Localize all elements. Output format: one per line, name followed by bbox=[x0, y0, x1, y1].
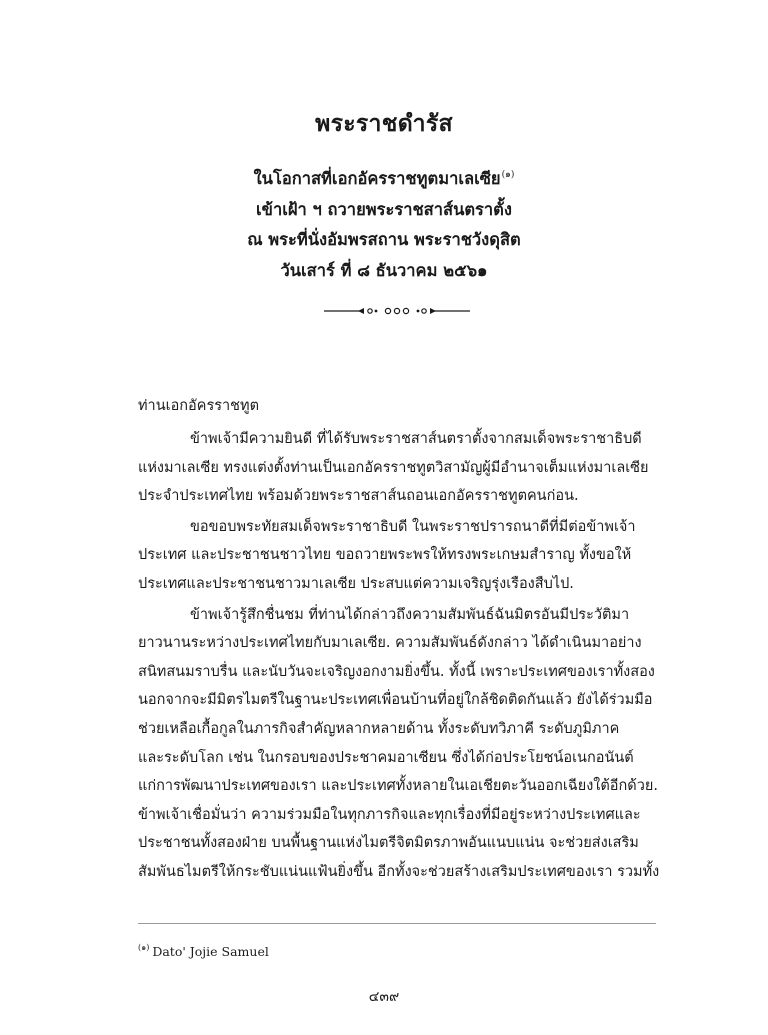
paragraph-1 bbox=[138, 425, 658, 511]
occasion-line-2: เข้าเฝ้า ฯ ถวายพระราชสาส์นตราตั้ง bbox=[256, 199, 512, 219]
salutation: ท่านเอกอัครราชทูต bbox=[138, 398, 259, 414]
footnote-reference[interactable]: (๑) bbox=[501, 170, 515, 180]
occasion-line-1 bbox=[0, 160, 768, 195]
occasion-line-4: วันเสาร์ ที่ ๘ ธันวาคม ๒๕๖๑ bbox=[280, 260, 488, 280]
paragraph-line: แห่งมาเลเซีย ทรงแต่งตั้งท่านเป็นเอกอัครราชทูตวิสามัญผู้มีอำนาจเต็มแห่งมาเลเซีย bbox=[138, 459, 649, 476]
paragraph-line: สนิทสนมราบรื่น และนับวันจะเจริญงอกงามยิ่งขึ้น. ทั้งนี้ เพราะประเทศของเราทั้งสอง bbox=[138, 663, 655, 680]
paragraph-line: ข้าพเจ้ามีความยินดี ที่ได้รับพระราชสาส์นตราตั้งจากสมเด็จพระราชาธิบดี bbox=[190, 431, 642, 447]
paragraph-line: นอกจากจะมีมิตรไมตรีในฐานะประเทศเพื่อนบ้านที่อยู่ใกล้ชิดติดกันแล้ว ยังได้ร่วมมือ bbox=[138, 692, 653, 709]
paragraph-line: ขอขอบพระทัยสมเด็จพระราชาธิบดี ในพระราชปรารถนาดีที่มีต่อข้าพเจ้า bbox=[190, 518, 636, 535]
footnote-divider bbox=[138, 923, 656, 924]
paragraph-line: ข้าพเจ้ารู้สึกชื่นชม ที่ท่านได้กล่าวถึงความสัมพันธ์ฉันมิตรอันมีประวัติมา bbox=[190, 606, 630, 623]
ornament-divider bbox=[324, 301, 470, 321]
paragraph-line: ประจำประเทศไทย พร้อมด้วยพระราชสาส์นถอนเอกอัครราชทูตคนก่อน. bbox=[138, 488, 579, 505]
page-title: พระราชดำรัส bbox=[315, 110, 453, 137]
footnote-text: Dato' Jojie Samuel bbox=[152, 944, 269, 959]
paragraph-line: ประเทศและประชาชนชาวมาเลเซีย ประสบแต่ความเจริญรุ่งเรืองสืบไป. bbox=[138, 575, 574, 592]
paragraph-line: และระดับโลก เช่น ในกรอบของประชาคมอาเซียน ซึ่งได้ก่อประโยชน์อเนกอนันต์ bbox=[138, 749, 634, 766]
footnote-marker: (๑) bbox=[138, 943, 150, 952]
occasion-line-3: ณ พระที่นั่งอัมพรสถาน พระราชวังดุสิต bbox=[247, 230, 521, 249]
paragraph-line: ประชาชนทั้งสองฝ่าย บนพื้นฐานแห่งไมตรีจิตมิตรภาพอันแนบแน่น จะช่วยส่งเสริม bbox=[138, 835, 639, 852]
paragraph-3 bbox=[138, 601, 658, 887]
page-number: ๔๓๙ bbox=[368, 989, 400, 1005]
occasion-heading bbox=[0, 160, 768, 286]
paragraph-line: ประเทศ และประชาชนชาวไทย ขอถวายพระพรให้ทรงพระเกษมสำราญ ทั้งขอให้ bbox=[138, 547, 632, 564]
speech-body bbox=[138, 425, 658, 889]
paragraph-line: ยาวนานระหว่างประเทศไทยกับมาเลเซีย. ความสัมพันธ์ดังกล่าว ได้ดำเนินมาอย่าง bbox=[138, 635, 642, 652]
occasion-line-1-text: ในโอกาสที่เอกอัครราชทูตมาเลเซีย bbox=[253, 169, 501, 188]
footnote bbox=[138, 941, 269, 959]
paragraph-2 bbox=[138, 513, 658, 599]
paragraph-line: ข้าพเจ้าเชื่อมั่นว่า ความร่วมมือในทุกภารกิจและทุกเรื่องที่มีอยู่ระหว่างประเทศและ bbox=[138, 806, 641, 823]
paragraph-line: ช่วยเหลือเกื้อกูลในภารกิจสำคัญหลากหลายด้าน ทั้งระดับทวิภาคี ระดับภูมิภาค bbox=[138, 720, 620, 737]
paragraph-line: สัมพันธไมตรีให้กระชับแน่นแฟ้นยิ่งขึ้น อีกทั้งจะช่วยสร้างเสริมประเทศของเรา รวมทั้ง bbox=[138, 863, 660, 880]
paragraph-line: แก่การพัฒนาประเทศของเรา และประเทศทั้งหลายในเอเชียตะวันออกเฉียงใต้อีกด้วย. bbox=[138, 778, 658, 795]
